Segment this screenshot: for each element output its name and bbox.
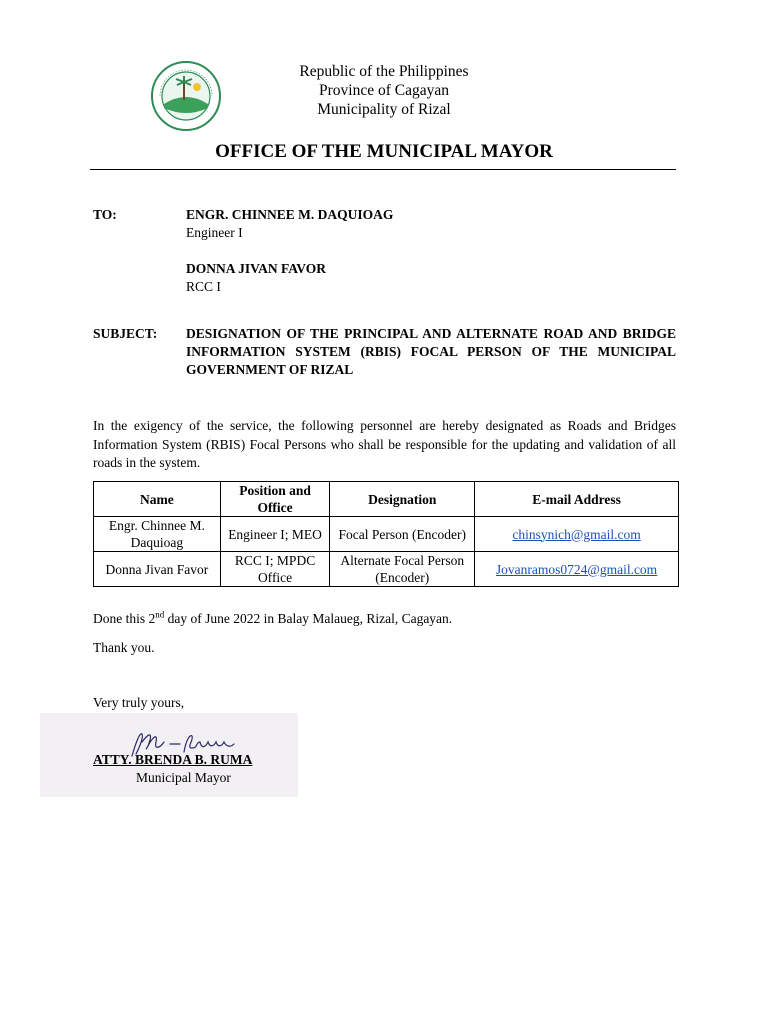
column-header-name: Name: [94, 482, 221, 517]
office-title: OFFICE OF THE MUNICIPAL MAYOR: [215, 141, 553, 162]
done-suffix: day of June 2022 in Balay Malaueg, Rizal, Cagayan.: [164, 611, 453, 626]
letterhead: [0, 62, 768, 119]
table-row: [94, 552, 679, 587]
thanks-line: Thank you.: [93, 640, 155, 655]
body-paragraph: In the exigency of the service, the following personnel are hereby designated as Roads and Bridges Information System (RBIS) Focal Persons who shall be responsible for the updating and validation of all roads in the system.: [93, 418, 676, 470]
table-row: [94, 517, 679, 552]
cell-email: [475, 552, 679, 587]
cell-name: Engr. Chinnee M. Daquioag: [94, 517, 221, 552]
cell-name: Donna Jivan Favor: [94, 552, 221, 587]
memo-to: [93, 206, 676, 296]
cell-position: Engineer I; MEO: [220, 517, 330, 552]
regards-line: Very truly yours,: [93, 695, 185, 710]
header-divider: [90, 169, 676, 170]
recipient-name: DONNA JIVAN FAVOR: [186, 261, 326, 276]
subject-label: SUBJECT:: [93, 326, 158, 341]
email-link[interactable]: Jovanramos0724@gmail.com: [495, 561, 658, 577]
cell-email: [475, 517, 679, 552]
subject-text: DESIGNATION OF THE PRINCIPAL AND ALTERNATE ROAD AND BRIDGE INFORMATION SYSTEM (RBIS) FOCAL PERSON OF THE MUNICIPAL GOVERNMENT OF RIZAL: [186, 326, 676, 377]
letterhead-province: Province of Cagayan: [319, 82, 449, 99]
recipient-position: Engineer I: [186, 225, 243, 240]
column-header-position: Position and Office: [220, 482, 330, 517]
letterhead-country: Republic of the Philippines: [299, 63, 469, 80]
table-header-row: [94, 482, 679, 517]
letterhead-municipality: Municipality of Rizal: [317, 101, 451, 118]
done-ordinal: nd: [155, 609, 165, 620]
cell-designation: Focal Person (Encoder): [330, 517, 475, 552]
done-prefix: Done this 2: [93, 611, 156, 626]
done-line: [93, 611, 452, 627]
to-label: TO:: [93, 207, 117, 222]
column-header-designation: Designation: [330, 482, 475, 517]
signatory-name: ATTY. BRENDA B. RUMA: [93, 752, 253, 767]
signatory-title: Municipal Mayor: [136, 770, 231, 785]
memo-subject: [93, 325, 676, 381]
recipient-list: [186, 206, 676, 296]
personnel-table: [93, 481, 679, 587]
recipient-position: RCC I: [186, 279, 221, 294]
cell-position: RCC I; MPDC Office: [220, 552, 330, 587]
recipient-name: ENGR. CHINNEE M. DAQUIOAG: [186, 207, 394, 222]
column-header-email: E-mail Address: [475, 482, 679, 517]
email-link[interactable]: chinsynich@gmail.com: [512, 526, 641, 542]
cell-designation: Alternate Focal Person (Encoder): [330, 552, 475, 587]
